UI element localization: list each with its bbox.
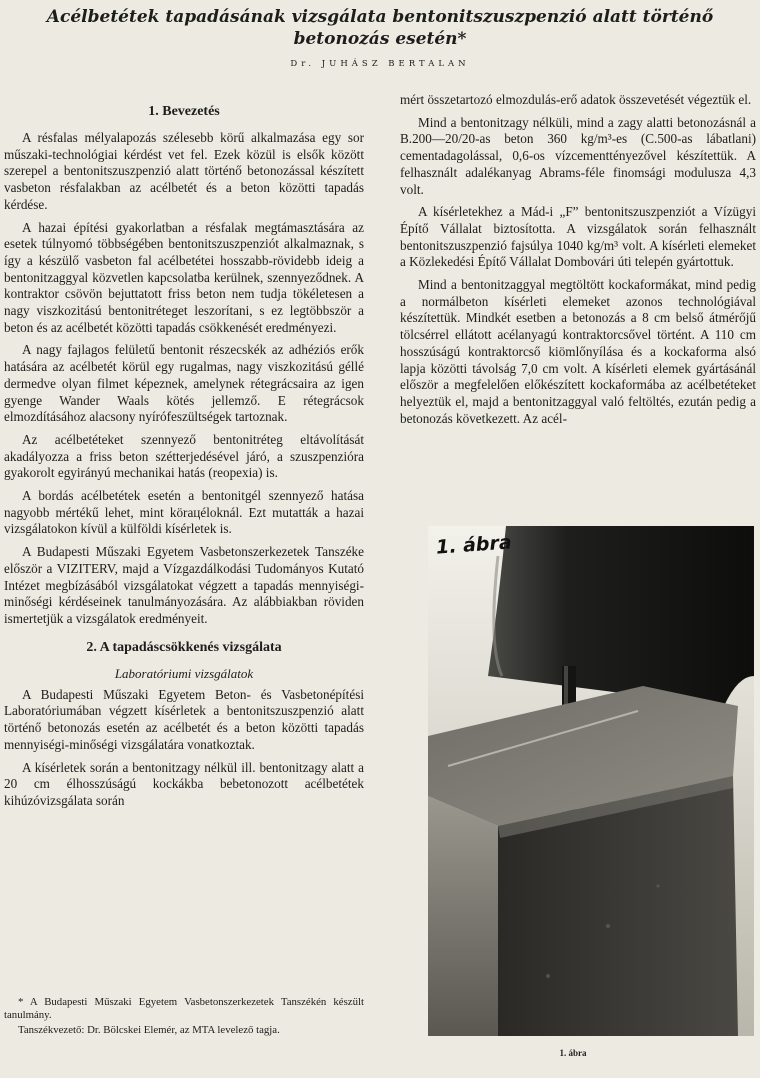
right-column [400, 92, 756, 427]
section-heading-introduction: 1. Bevezetés [148, 104, 220, 119]
paragraph: A Budapesti Műszaki Egyetem Vasbetonszerkezetek Tanszéke először a VIZITERV, majd a Vízgazdálkodási Tudományos Kutató Intézet megbízásából vizsgálatokat végzett a tapadás mennyiségi-minőségi kérdéseinek tanulmányozására. Az alábbiakban röviden ismertetjük a vizsgálatok eredményeit. [4, 544, 364, 626]
footnote: * A Budapesti Műszaki Egyetem Vasbetonszerkezetek Tanszékén készült tanulmány. [4, 996, 364, 1021]
paragraph: A résfalas mélyalapozás szélesebb körű alkalmazása egy sor műszaki-technológiai kérdést vet fel. Ezek közül is elsők között szerepel a bentonitszuszpenzió alatt történő betonozással készített vasbeton résfalakban az acélbetét és a beton közötti tapadás kérdése. [4, 130, 364, 212]
paragraph: Mind a bentonitzaggyal megtöltött kockaformákat, mind pedig a normálbeton kísérleti elemeket azonos technológiával készítettük. Mindkét esetben a betonozás a 8 cm belső átmérőjű tölcsérrel ellátott acélanyagú kontraktorcsővel történt. A 110 cm hosszúságú kontraktorcső kiömlőnyílása és a kockaforma alsó lapja közötti távolság 7,0 cm volt. A kísérleti elemek gyártásánál először a megfelelően előkészített kockaformába az acélbetéteket helyeztük el, majd a bentonitzaggyal való feltöltés, ezután pedig a betonozás következett. Az acél- [400, 277, 756, 426]
paragraph: A kísérletekhez a Mád-i „F” bentonitszuszpenziót a Vízügyi Építő Vállalat biztosította. A vizsgálatok során felhasznált bentonitszuszpenzió fajsúlya 1040 kg/m³ volt. A kísérleti elemeket a Közlekedési Építő Vállalat Dombovári úti telepén gyártottuk. [400, 204, 756, 270]
footnotes [4, 996, 364, 1040]
paragraph: A Budapesti Műszaki Egyetem Beton- és Vasbetonépítési Laboratóriumában végzett kísérletek a bentonitszuszpenzió alatt történő betonozás esetén az acélbetét és a beton közötti tapadás mennyiségi-minőségi vizsgálatára vonatkoztak. [4, 686, 364, 752]
article-title: Acélbetétek tapadásának vizsgálata bentonitszuszpenzió alatt történő betonozás esetén* [46, 7, 714, 49]
test-specimen-photo [428, 526, 754, 1036]
section-heading-adhesion-test: 2. A tapadáscsökkenés vizsgálata [86, 639, 282, 655]
footnote: Tanszékvezető: Dr. Bölcskei Elemér, az MTA levelező tagja. [18, 1024, 280, 1036]
handwritten-figure-label: 1. ábra [435, 531, 513, 559]
paragraph: A kísérletek során a bentonitzagy nélkül ill. bentonitzagy alatt a 20 cm élhosszúságú kockákba bebetonozott acélbetétek kihúzóvizsgálata során [4, 759, 364, 808]
figure-photo [428, 526, 754, 1036]
left-column [4, 96, 364, 810]
figure-caption: 1. ábra [559, 1048, 587, 1058]
author-line: Dr. JUHÁSZ BERTALAN [290, 59, 470, 69]
paragraph: mért összetartozó elmozdulás-erő adatok összevetését végeztük el. [400, 92, 752, 107]
subsection-heading-laboratory: Laboratóriumi vizsgálatok [114, 665, 254, 681]
paragraph: Mind a bentonitzagy nélküli, mind a zagy alatti betonozásnál a B.200—20/20-as beton 360 kg/m³-es (C.500-as lábatlani) cementadagolással, 0,6-os vízcementtényezővel készítettük. A felhasznált adalékanyag Abrams-féle finomsági modulusza 4,3 volt. [400, 114, 756, 197]
paragraph: Az acélbetéteket szennyező bentonitréteg eltávolítását akadályozza a friss beton szétterjedésével járó, a szuszpenzióra gyakorolt egyirányú mechanikai hatás (reopexia) is. [4, 431, 364, 481]
paragraph: A bordás acélbetétek esetén a bentonitgél szennyező hatása nagyobb mértékű lehet, mint körацéloknál. Ezt mutatták a hazai vizsgálatokon kívül a külföldi kísérletek is. [4, 488, 364, 537]
paragraph: A hazai építési gyakorlatban a résfalak megtámasztására az esetek túlnyomó többségében bentonitszuszpenziót alkalmaznak, s így a készülő vasbeton fal acélbetétei hosszabb-rövidebb ideig a bentonitzaggyal közvetlen kapcsolatba kerülnek, szennyeződnek. A kontraktor csövön bejuttatott friss beton nem tudja tökéletesen a nagy viszkozitású bentonitréteget leszorítani, s ez legtöbbször a beton és az acélbetét közötti tapadás csökkenését eredményezi. [4, 219, 364, 335]
paragraph: A nagy fajlagos felületű bentonit részecskék az adhéziós erők hatására az acélbetét körül egy rugalmas, nagy viszkozitású géllé dermedve olyan filmet képeznek, amelynek rétegrácsaira az igen gyenge Wander Waals kötés jellemző. E rétegrácsok elmozdításához alacsony nyírófeszültségek tartoznak. [4, 342, 364, 425]
